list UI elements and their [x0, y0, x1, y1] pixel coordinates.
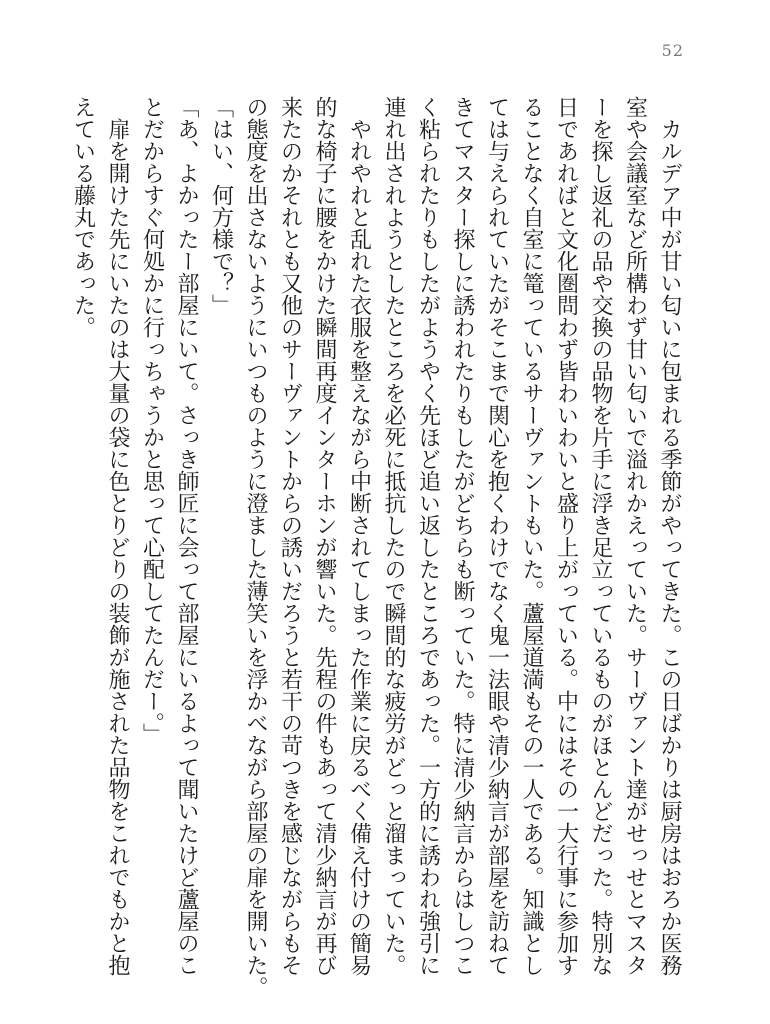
text-line: 「あ、よかったー部屋にいて。さっき師匠に会って部屋にいるよって聞いたけど蘆屋のこ — [174, 96, 199, 976]
text-line: 「はい、何方様で？」 — [208, 96, 234, 316]
text-line: ては与えられていたがそこまで関心を抱くわけでなく鬼一法眼や清少納言が部屋を訪ねて — [484, 96, 510, 976]
text-line: えている藤丸であった。 — [70, 96, 96, 338]
text-line: ることなく自室に篭っているサーヴァントもいた。蘆屋道満もその一人である。知識とし — [519, 96, 544, 976]
text-line: 来たのかそれとも又他のサーヴァントからの誘いだろうと若干の苛つきを感じながらもそ — [277, 96, 303, 976]
text-line: 日であればと文化圏問わず皆わいわいと盛り上がっている。中にはその一大行事に参加す — [553, 96, 579, 976]
body-text — [65, 96, 686, 998]
text-line: の態度を出さないようにいつものように澄ました薄笑いを浮かべながら部屋の扉を開いた。 — [243, 96, 268, 998]
page-number: 52 — [661, 41, 684, 60]
text-line: 扉を開けた先にいたのは大量の袋に色とりどりの装飾が施された品物をこれでもかと抱 — [105, 96, 130, 976]
text-line: カルデア中が甘い匂いに包まれる季節がやってきた。この日ばかりは厨房はおろか医務 — [657, 96, 682, 976]
text-line: とだからすぐ何処かに行っちゃうかと思って心配してたんだー。」 — [139, 96, 165, 745]
text-line: きてマスター探しに誘われたりもしたがどちらも断っていた。特に清少納言からはしつこ — [450, 96, 475, 976]
text-line: 連れ出されようとしたところを必死に抵抗したので瞬間的な疲労がどっと溜まっていた。 — [381, 96, 406, 976]
text-line: 的な椅子に腰をかけた瞬間再度インターホンが響いた。先程の件もあって清少納言が再び — [312, 96, 337, 976]
text-line: やれやれと乱れた衣服を整えながら中断されてしまった作業に戻るべく備え付けの簡易 — [346, 96, 372, 976]
text-line: く粘られたりもしたがようやく先ほど追い返したところであった。一方的に誘われ強引に — [415, 96, 441, 976]
text-line: ーを探し返礼の品や交換の品物を片手に浮き足立っているものがほとんどだった。特別な — [588, 96, 613, 976]
text-line: 室や会議室など所構わず甘い匂いで溢れかえっていた。サーヴァント達がせっせとマスタ — [622, 96, 648, 976]
